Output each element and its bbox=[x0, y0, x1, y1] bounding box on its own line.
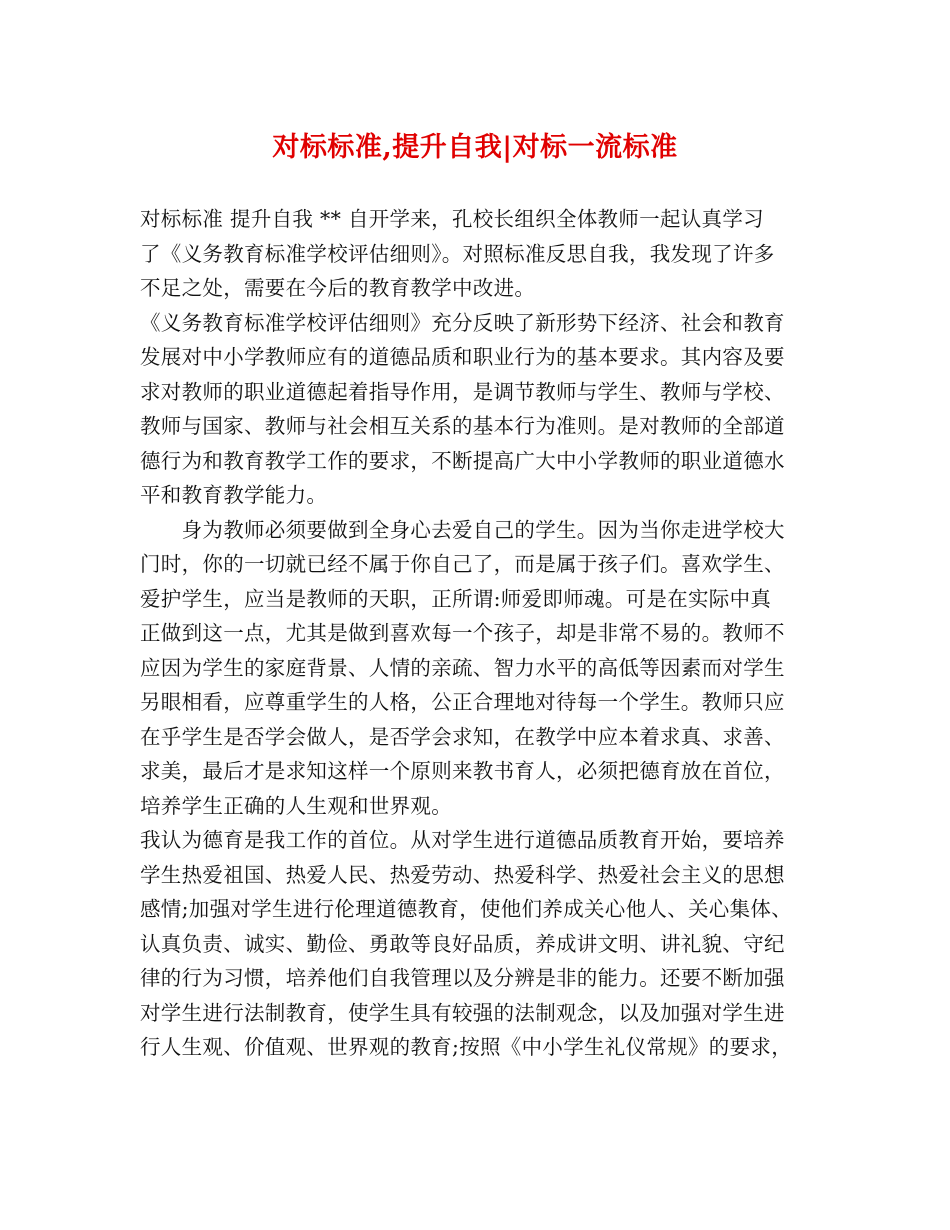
body-line: 德行为和教育教学工作的要求，不断提高广大中小学教师的职业道德水 bbox=[140, 448, 785, 473]
body-line: 正做到这一点，尤其是做到喜欢每一个孩子，却是非常不易的。教师不 bbox=[140, 621, 785, 645]
body-line: 对标标准 提升自我 ** 自开学来，孔校长组织全体教师一起认真学习 bbox=[140, 207, 764, 231]
body-line: 求对教师的职业道德起着指导作用，是调节教师与学生、教师与学校、 bbox=[140, 379, 785, 404]
body-line: 行人生观、价值观、世界观的教育;按照《中小学生礼仪常规》的要求， bbox=[140, 1035, 793, 1059]
body-line: 门时，你的一切就已经不属于你自己了，而是属于孩子们。喜欢学生、 bbox=[140, 552, 785, 576]
body-line: 身为教师必须要做到全身心去爱自己的学生。因为当你走进学校大 bbox=[140, 517, 785, 542]
body-line: 培养学生正确的人生观和世界观。 bbox=[140, 793, 452, 818]
body-line: 不足之处，需要在今后的教育教学中改进。 bbox=[140, 276, 536, 300]
body-line: 学生热爱祖国、热爱人民、热爱劳动、热爱科学、热爱社会主义的思想 bbox=[140, 862, 785, 887]
body-line: 另眼相看，应尊重学生的人格，公正合理地对待每一个学生。教师只应 bbox=[140, 690, 785, 714]
body-line: 发展对中小学教师应有的道德品质和职业行为的基本要求。其内容及要 bbox=[140, 345, 785, 369]
body-line: 了《义务教育标准学校评估细则》。对照标准反思自我，我发现了许多 bbox=[140, 241, 775, 266]
document-title: 对标标准,提升自我|对标一流标准 bbox=[272, 132, 678, 163]
document-body bbox=[140, 202, 820, 1065]
body-line: 我认为德育是我工作的首位。从对学生进行道德品质教育开始，要培养 bbox=[140, 828, 785, 852]
body-line: 求美，最后才是求知这样一个原则来教书育人，必须把德育放在首位， bbox=[140, 759, 785, 783]
body-line: 感情;加强对学生进行伦理道德教育，使他们养成关心他人、关心集体、 bbox=[140, 897, 793, 921]
body-line: 认真负责、诚实、勤俭、勇敢等良好品质，养成讲文明、讲礼貌、守纪 bbox=[140, 931, 785, 956]
body-line: 律的行为习惯，培养他们自我管理以及分辨是非的能力。还要不断加强 bbox=[140, 966, 785, 990]
body-line: 《义务教育标准学校评估细则》充分反映了新形势下经济、社会和教育 bbox=[140, 310, 785, 335]
body-line: 教师与国家、教师与社会相互关系的基本行为准则。是对教师的全部道 bbox=[140, 414, 785, 438]
body-line: 爱护学生，应当是教师的天职，正所谓:师爱即师魂。可是在实际中真 bbox=[140, 586, 772, 611]
body-line: 在乎学生是否学会做人，是否学会求知，在教学中应本着求真、求善、 bbox=[140, 724, 785, 749]
body-line: 对学生进行法制教育，使学生具有较强的法制观念，以及加强对学生进 bbox=[140, 1000, 785, 1025]
body-line: 应因为学生的家庭背景、人情的亲疏、智力水平的高低等因素而对学生 bbox=[140, 655, 785, 680]
body-line: 平和教育教学能力。 bbox=[140, 483, 328, 507]
